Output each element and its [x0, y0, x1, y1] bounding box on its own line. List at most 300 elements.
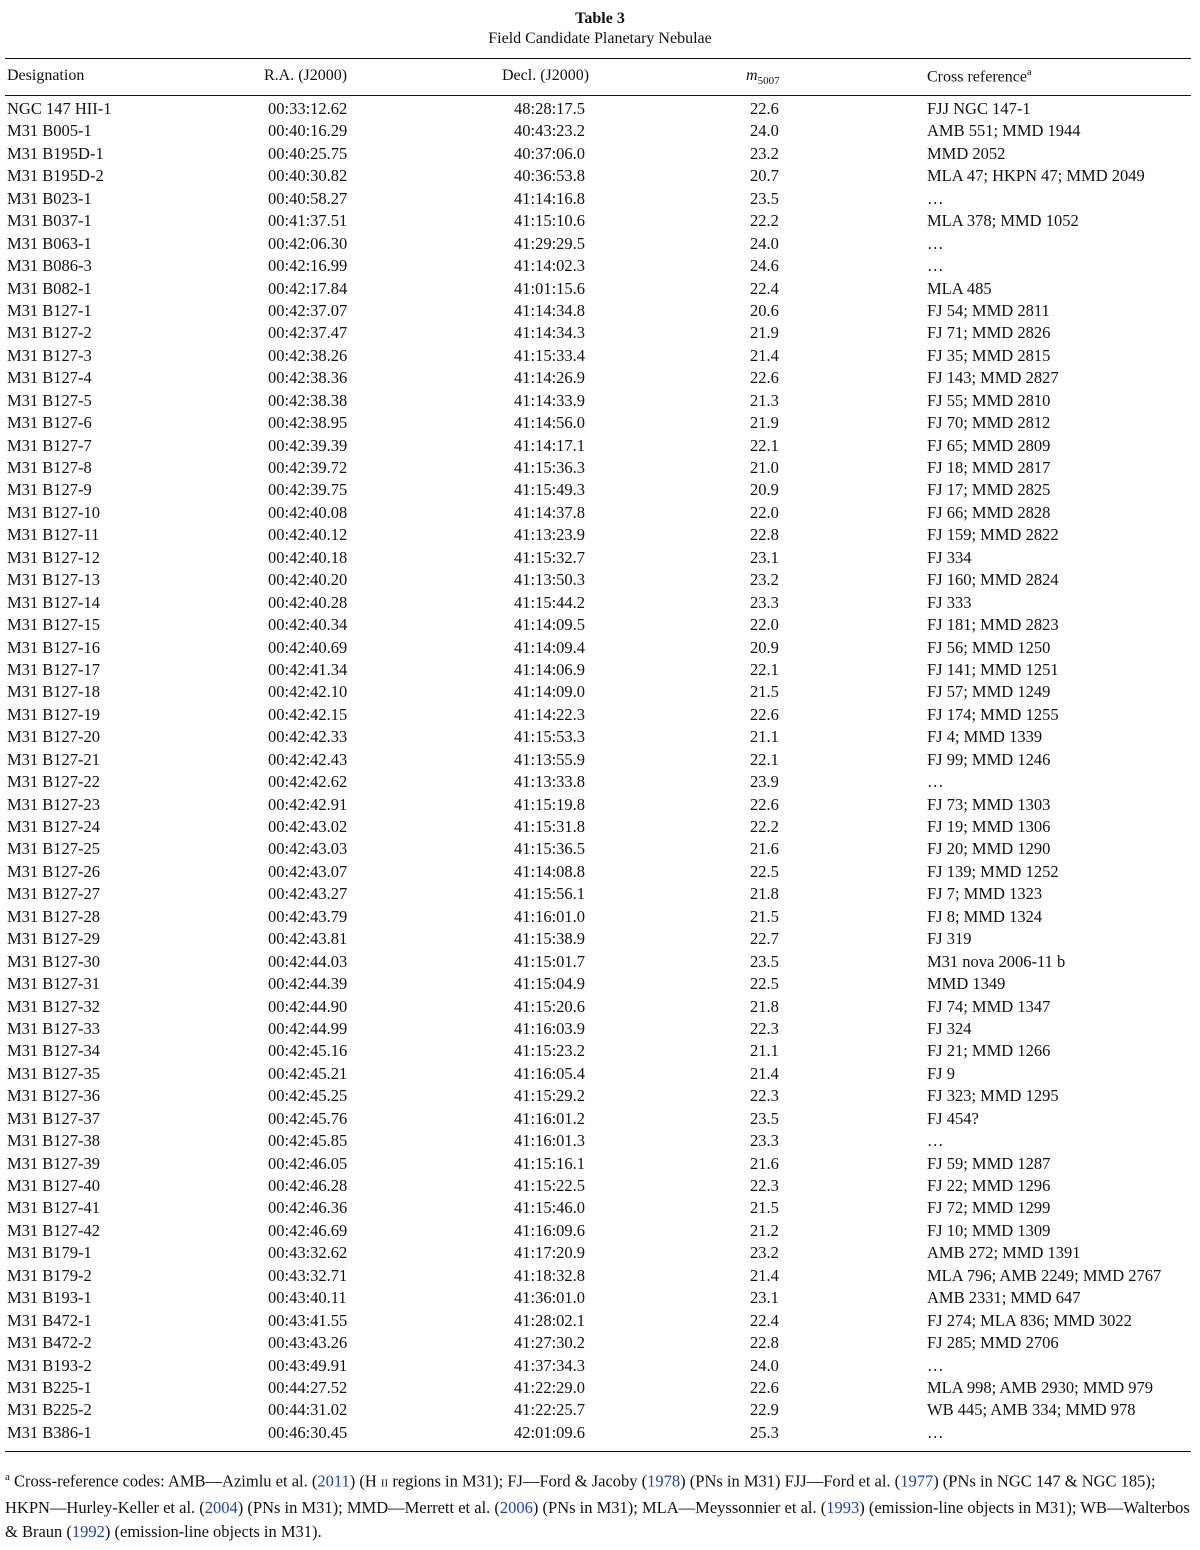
magnitude-cell: 21.9 [750, 413, 779, 433]
dec-cell: 41:15:36.5 [514, 839, 586, 859]
ra-cell: 00:42:45.21 [268, 1063, 348, 1083]
designation-cell: M31 B127-20 [7, 727, 101, 747]
magnitude-cell: 23.5 [750, 188, 779, 208]
table-row [0, 1377, 1200, 1399]
footnote-text-1: Cross-reference codes: AMB—Azimlu et al. ( [9, 1471, 318, 1491]
magnitude-cell: 21.1 [750, 727, 779, 747]
magnitude-cell: 21.9 [750, 323, 779, 343]
cross-reference-cell: FJJ NGC 147-1 [927, 99, 1031, 118]
dec-cell: 41:15:22.5 [514, 1176, 586, 1195]
dec-cell: 41:15:23.2 [514, 1041, 586, 1061]
ra-cell: 00:40:25.75 [268, 143, 348, 163]
table-row [0, 1063, 1200, 1085]
designation-cell: M31 B127-39 [7, 1153, 101, 1173]
magnitude-cell: 20.9 [750, 637, 779, 657]
table-row [0, 1197, 1200, 1219]
cross-reference-cell: MLA 47; HKPN 47; MMD 2049 [927, 166, 1145, 186]
dec-cell: 41:01:15.6 [514, 278, 586, 298]
table-row [0, 345, 1200, 367]
table-row [0, 322, 1200, 344]
designation-cell: M31 B127-28 [7, 906, 101, 926]
dec-cell: 41:14:17.1 [514, 435, 586, 455]
dec-cell: 42:01:09.6 [514, 1422, 586, 1442]
citation-link-ford-jacoby-1978[interactable]: 1978 [647, 1471, 681, 1491]
magnitude-cell: 22.8 [750, 525, 779, 545]
ra-cell: 00:42:43.27 [268, 884, 348, 904]
dec-cell: 41:36:01.0 [514, 1288, 586, 1308]
ra-cell: 00:42:39.75 [268, 480, 348, 500]
header-mag-subscript: 5007 [757, 75, 780, 88]
dec-cell: 41:14:16.8 [514, 188, 586, 208]
ra-cell: 00:40:30.82 [268, 166, 348, 186]
magnitude-cell: 22.8 [750, 1333, 779, 1353]
table-row [0, 457, 1200, 479]
magnitude-cell: 22.6 [750, 1377, 779, 1397]
magnitude-cell: 22.1 [750, 749, 779, 769]
citation-link-walterbos-braun-1992[interactable]: 1992 [71, 1521, 105, 1541]
cross-reference-cell: FJ 56; MMD 1250 [927, 637, 1051, 657]
ra-cell: 00:42:44.03 [268, 951, 348, 971]
dec-cell: 41:15:29.2 [514, 1086, 586, 1106]
dec-cell: 41:15:10.6 [514, 211, 586, 231]
magnitude-cell: 21.8 [750, 996, 779, 1016]
table-row [0, 1220, 1200, 1242]
magnitude-cell: 22.0 [750, 502, 779, 522]
ra-cell: 00:43:32.62 [268, 1243, 348, 1263]
table-row [0, 120, 1200, 142]
table-row [0, 1130, 1200, 1152]
designation-cell: M31 B127-16 [7, 637, 101, 657]
dec-cell: 48:28:17.5 [514, 99, 586, 118]
magnitude-cell: 24.0 [750, 233, 779, 253]
dec-cell: 41:15:36.3 [514, 458, 586, 477]
dec-cell: 41:14:02.3 [514, 256, 586, 276]
ra-cell: 00:40:16.29 [268, 121, 348, 141]
magnitude-cell: 21.5 [750, 682, 779, 702]
table-row [0, 524, 1200, 546]
ra-cell: 00:42:37.47 [268, 323, 348, 343]
magnitude-cell: 21.6 [750, 839, 779, 859]
magnitude-cell: 22.3 [750, 1086, 779, 1106]
magnitude-cell: 22.5 [750, 974, 779, 994]
designation-cell: M31 B127-17 [7, 659, 101, 679]
magnitude-cell: 20.6 [750, 300, 779, 320]
citation-link-ford-1977[interactable]: 1977 [900, 1471, 934, 1491]
table-row [0, 614, 1200, 636]
header-dec: Decl. (J2000) [502, 67, 590, 84]
cross-reference-cell: MLA 378; MMD 1052 [927, 211, 1079, 231]
cross-reference-cell: … [927, 233, 944, 253]
designation-cell: M31 B127-36 [7, 1086, 101, 1106]
designation-cell: M31 B127-22 [7, 772, 101, 792]
dec-cell: 41:16:05.4 [514, 1063, 586, 1083]
citation-link-meyssonnier-1993[interactable]: 1993 [826, 1498, 860, 1517]
cross-reference-cell: FJ 454? [927, 1108, 979, 1128]
designation-cell: M31 B127-31 [7, 974, 101, 994]
magnitude-cell: 22.1 [750, 659, 779, 679]
ra-cell: 00:42:46.69 [268, 1220, 348, 1240]
magnitude-cell: 22.5 [750, 861, 779, 881]
footnote-text-2: ) (H [349, 1471, 381, 1491]
ra-cell: 00:42:46.36 [268, 1198, 348, 1218]
ra-cell: 00:42:43.81 [268, 929, 348, 949]
magnitude-cell: 22.6 [750, 99, 779, 118]
dec-cell: 41:14:09.4 [514, 637, 586, 657]
designation-cell: M31 B472-1 [7, 1310, 92, 1330]
ra-cell: 00:42:46.28 [268, 1176, 348, 1195]
designation-cell: M31 B127-9 [7, 480, 92, 500]
magnitude-cell: 23.5 [750, 951, 779, 971]
table-row [0, 861, 1200, 883]
table-row [0, 1108, 1200, 1130]
ra-cell: 00:42:37.07 [268, 300, 348, 320]
designation-cell: M31 B127-24 [7, 817, 101, 836]
dec-cell: 41:22:25.7 [514, 1400, 586, 1420]
table-row [0, 210, 1200, 232]
magnitude-cell: 23.2 [750, 570, 779, 590]
magnitude-cell: 23.2 [750, 143, 779, 163]
magnitude-cell: 21.6 [750, 1153, 779, 1173]
table-row [0, 592, 1200, 614]
magnitude-cell: 23.1 [750, 1288, 779, 1308]
designation-cell: M31 B127-37 [7, 1108, 101, 1128]
table-row [0, 816, 1200, 838]
footnote-text-9: ) (emission-line objects in M31). [104, 1521, 322, 1541]
table-row [0, 188, 1200, 210]
table-row [0, 659, 1200, 681]
table-row [0, 435, 1200, 457]
table-row [0, 165, 1200, 187]
cross-reference-cell: FJ 4; MMD 1339 [927, 727, 1043, 747]
ra-cell: 00:42:42.10 [268, 682, 348, 702]
cross-reference-cell: MLA 796; AMB 2249; MMD 2767 [927, 1265, 1162, 1285]
designation-cell: M31 B127-3 [7, 345, 92, 365]
header-mag-symbol: m [746, 67, 758, 84]
designation-cell: M31 B386-1 [7, 1422, 92, 1442]
cross-reference-cell: MMD 2052 [927, 143, 1006, 163]
designation-cell: M31 B127-40 [7, 1176, 101, 1195]
designation-cell: M31 B127-18 [7, 682, 101, 702]
dec-cell: 41:14:37.8 [514, 502, 586, 522]
magnitude-cell: 21.4 [750, 1063, 779, 1083]
designation-cell: M31 B082-1 [7, 278, 92, 298]
dec-cell: 41:15:04.9 [514, 974, 586, 994]
magnitude-cell: 23.1 [750, 547, 779, 567]
designation-cell: M31 B472-2 [7, 1333, 92, 1353]
ra-cell: 00:42:43.79 [268, 906, 348, 926]
cross-reference-cell: FJ 8; MMD 1324 [927, 906, 1043, 926]
magnitude-cell: 25.3 [750, 1422, 779, 1442]
citation-link-hurley-keller-2004[interactable]: 2004 [204, 1498, 238, 1517]
cross-reference-cell: … [927, 1422, 944, 1442]
citation-link-azimlu-2011[interactable]: 2011 [317, 1471, 350, 1491]
designation-cell: M31 B127-1 [7, 300, 92, 320]
table-row [0, 637, 1200, 659]
dec-cell: 41:14:33.9 [514, 390, 586, 410]
magnitude-cell: 22.7 [750, 929, 779, 949]
designation-cell: M31 B005-1 [7, 121, 92, 141]
footnote-text-3: regions in M31); FJ—Ford & Jacoby ( [388, 1471, 648, 1491]
designation-cell: M31 B179-1 [7, 1243, 92, 1263]
ra-cell: 00:42:45.85 [268, 1131, 348, 1151]
footnote-text-5: ) (PNs in NGC 147 & NGC 185); HKPN—Hurley-Keller et al. ( [5, 1471, 1156, 1517]
dec-cell: 41:14:22.3 [514, 704, 586, 724]
dec-cell: 41:15:20.6 [514, 996, 586, 1016]
ra-cell: 00:42:40.12 [268, 525, 348, 545]
cross-reference-cell: FJ 17; MMD 2825 [927, 480, 1051, 500]
dec-cell: 41:29:29.5 [514, 233, 586, 253]
dec-cell: 41:13:23.9 [514, 525, 586, 545]
ra-cell: 00:41:37.51 [268, 211, 348, 231]
magnitude-cell: 22.4 [750, 1310, 779, 1330]
dec-cell: 41:17:20.9 [514, 1243, 586, 1263]
table-row [0, 794, 1200, 816]
cross-reference-cell: M31 nova 2006-11 b [927, 951, 1066, 971]
ra-cell: 00:42:38.38 [268, 390, 348, 410]
table-row [0, 479, 1200, 501]
designation-cell: M31 B127-7 [7, 435, 92, 455]
cross-reference-cell: FJ 141; MMD 1251 [927, 659, 1059, 679]
designation-cell: M31 B127-26 [7, 861, 101, 881]
table-row [0, 547, 1200, 569]
ra-cell: 00:46:30.45 [268, 1422, 348, 1442]
table-row [0, 1175, 1200, 1197]
cross-reference-cell: FJ 22; MMD 1296 [927, 1176, 1051, 1195]
footnote-text-8: ) (emission-line objects in M31); WB—Walterbos & Braun ( [5, 1498, 1190, 1541]
dec-cell: 41:15:31.8 [514, 817, 586, 836]
cross-reference-cell: FJ 9 [927, 1063, 955, 1083]
designation-cell: M31 B037-1 [7, 211, 92, 231]
ra-cell: 00:42:39.72 [268, 458, 348, 477]
cross-reference-cell: MMD 1349 [927, 974, 1006, 994]
designation-cell: M31 B127-13 [7, 570, 101, 590]
designation-cell: M31 B225-1 [7, 1377, 92, 1397]
ra-cell: 00:42:40.20 [268, 570, 348, 590]
table-row [0, 412, 1200, 434]
designation-cell: M31 B127-38 [7, 1131, 101, 1151]
ra-cell: 00:42:42.15 [268, 704, 348, 724]
table-footnote [5, 1466, 1195, 1543]
ra-cell: 00:42:42.62 [268, 772, 348, 792]
table-row [0, 255, 1200, 277]
magnitude-cell: 22.3 [750, 1176, 779, 1195]
cross-reference-cell: FJ 319 [927, 929, 972, 949]
designation-cell: M31 B127-35 [7, 1063, 101, 1083]
ra-cell: 00:42:43.02 [268, 817, 348, 836]
dec-cell: 41:15:16.1 [514, 1153, 586, 1173]
cross-reference-cell: FJ 57; MMD 1249 [927, 682, 1051, 702]
designation-cell: M31 B127-11 [7, 525, 100, 545]
cross-reference-cell: WB 445; AMB 334; MMD 978 [927, 1400, 1136, 1420]
cross-reference-cell: FJ 66; MMD 2828 [927, 502, 1051, 522]
footnote-marker: a [5, 1471, 10, 1483]
table-row [0, 1242, 1200, 1264]
header-xref-note-marker: a [1026, 67, 1032, 78]
ra-cell: 00:42:44.39 [268, 974, 348, 994]
table-row [0, 300, 1200, 322]
table-row [0, 1085, 1200, 1107]
header-rule [5, 95, 1191, 96]
ra-cell: 00:42:42.33 [268, 727, 348, 747]
table-row [0, 996, 1200, 1018]
cross-reference-cell: … [927, 772, 944, 792]
designation-cell: M31 B063-1 [7, 233, 92, 253]
dec-cell: 41:13:50.3 [514, 570, 586, 590]
cross-reference-cell: FJ 21; MMD 1266 [927, 1041, 1051, 1061]
dec-cell: 41:15:49.3 [514, 480, 586, 500]
designation-cell: M31 B195D-1 [7, 143, 104, 163]
ra-cell: 00:42:40.69 [268, 637, 348, 657]
cross-reference-cell: AMB 272; MMD 1391 [927, 1243, 1081, 1263]
ra-cell: 00:42:43.03 [268, 839, 348, 859]
table-row [0, 1355, 1200, 1377]
cross-reference-cell: FJ 143; MMD 2827 [927, 368, 1059, 388]
designation-cell: M31 B127-5 [7, 390, 92, 410]
magnitude-cell: 22.6 [750, 368, 779, 388]
magnitude-cell: 20.9 [750, 480, 779, 500]
cross-reference-cell: FJ 72; MMD 1299 [927, 1198, 1051, 1218]
cross-reference-cell: AMB 551; MMD 1944 [927, 121, 1081, 141]
dec-cell: 41:16:01.3 [514, 1131, 586, 1151]
designation-cell: M31 B127-10 [7, 502, 101, 522]
table-row [0, 502, 1200, 524]
dec-cell: 41:14:34.3 [514, 323, 586, 343]
dec-cell: 41:28:02.1 [514, 1310, 586, 1330]
dec-cell: 41:16:03.9 [514, 1018, 586, 1038]
designation-cell: M31 B127-12 [7, 547, 101, 567]
citation-link-merrett-2006[interactable]: 2006 [499, 1498, 533, 1517]
ra-cell: 00:43:43.26 [268, 1333, 348, 1353]
magnitude-cell: 21.0 [750, 458, 779, 477]
magnitude-cell: 22.3 [750, 1018, 779, 1038]
magnitude-cell: 22.1 [750, 435, 779, 455]
cross-reference-cell: AMB 2331; MMD 647 [927, 1288, 1081, 1308]
magnitude-cell: 23.3 [750, 1131, 779, 1151]
ra-cell: 00:42:40.08 [268, 502, 348, 522]
ra-cell: 00:42:38.36 [268, 368, 348, 388]
dec-cell: 41:15:01.7 [514, 951, 586, 971]
footnote-text-6: ) (PNs in M31); MMD—Merrett et al. ( [237, 1498, 500, 1517]
dec-cell: 41:15:44.2 [514, 592, 586, 612]
designation-cell: M31 B127-21 [7, 749, 101, 769]
cross-reference-cell: FJ 73; MMD 1303 [927, 794, 1051, 814]
cross-reference-cell: FJ 333 [927, 592, 972, 612]
magnitude-cell: 21.5 [750, 906, 779, 926]
ra-cell: 00:42:45.76 [268, 1108, 348, 1128]
cross-reference-cell: MLA 998; AMB 2930; MMD 979 [927, 1377, 1153, 1397]
cross-reference-cell: FJ 65; MMD 2809 [927, 435, 1051, 455]
table-number: Table 3 [575, 10, 625, 27]
header-ra: R.A. (J2000) [264, 67, 348, 84]
designation-cell: M31 B127-41 [7, 1198, 101, 1218]
designation-cell: M31 B127-4 [7, 368, 92, 388]
dec-cell: 41:15:56.1 [514, 884, 586, 904]
ra-cell: 00:42:45.25 [268, 1086, 348, 1106]
magnitude-cell: 21.4 [750, 345, 779, 365]
cross-reference-cell: FJ 181; MMD 2823 [927, 615, 1059, 635]
dec-cell: 41:22:29.0 [514, 1377, 586, 1397]
dec-cell: 41:15:38.9 [514, 929, 586, 949]
ra-cell: 00:42:40.18 [268, 547, 348, 567]
dec-cell: 40:36:53.8 [514, 166, 586, 186]
dec-cell: 41:15:19.8 [514, 794, 586, 814]
magnitude-cell: 22.0 [750, 615, 779, 635]
table-row [0, 681, 1200, 703]
designation-cell: M31 B127-14 [7, 592, 101, 612]
cross-reference-cell: FJ 10; MMD 1309 [927, 1220, 1051, 1240]
designation-cell: M31 B127-32 [7, 996, 101, 1016]
cross-reference-cell: … [927, 188, 944, 208]
table-row [0, 1422, 1200, 1444]
cross-reference-cell: FJ 59; MMD 1287 [927, 1153, 1051, 1173]
cross-reference-cell: FJ 323; MMD 1295 [927, 1086, 1059, 1106]
ra-cell: 00:42:42.91 [268, 794, 348, 814]
cross-reference-cell: FJ 70; MMD 2812 [927, 413, 1051, 433]
ra-cell: 00:42:06.30 [268, 233, 348, 253]
cross-reference-cell: FJ 74; MMD 1347 [927, 996, 1051, 1016]
designation-cell: M31 B179-2 [7, 1265, 92, 1285]
designation-cell: M31 B127-42 [7, 1220, 101, 1240]
dec-cell: 41:16:09.6 [514, 1220, 586, 1240]
magnitude-cell: 23.3 [750, 592, 779, 612]
magnitude-cell: 21.4 [750, 1265, 779, 1285]
designation-cell: M31 B127-25 [7, 839, 101, 859]
cross-reference-cell: FJ 18; MMD 2817 [927, 458, 1051, 477]
dec-cell: 41:14:26.9 [514, 368, 586, 388]
ra-cell: 00:42:46.05 [268, 1153, 348, 1173]
dec-cell: 41:27:30.2 [514, 1333, 586, 1353]
ra-cell: 00:42:38.95 [268, 413, 348, 433]
table-row [0, 1287, 1200, 1309]
cross-reference-cell: FJ 54; MMD 2811 [927, 300, 1050, 320]
table-row [0, 367, 1200, 389]
cross-reference-cell: FJ 334 [927, 547, 972, 567]
magnitude-cell: 21.5 [750, 1198, 779, 1218]
table-row [0, 1310, 1200, 1332]
cross-reference-cell: MLA 485 [927, 278, 992, 298]
table-row [0, 1399, 1200, 1421]
cross-reference-cell: FJ 160; MMD 2824 [927, 570, 1059, 590]
cross-reference-cell: FJ 99; MMD 1246 [927, 749, 1051, 769]
roman-numeral-ii: II [380, 1477, 389, 1490]
ra-cell: 00:42:40.28 [268, 592, 348, 612]
table-row [0, 233, 1200, 255]
cross-reference-cell: FJ 285; MMD 2706 [927, 1333, 1059, 1353]
table-body [0, 98, 1200, 1444]
ra-cell: 00:43:49.91 [268, 1355, 348, 1375]
dec-cell: 41:15:33.4 [514, 345, 586, 365]
designation-cell: M31 B127-15 [7, 615, 101, 635]
ra-cell: 00:40:58.27 [268, 188, 348, 208]
dec-cell: 41:14:09.5 [514, 615, 586, 635]
table-row [0, 98, 1200, 120]
ra-cell: 00:44:27.52 [268, 1377, 348, 1397]
top-rule [5, 58, 1191, 59]
table-row [0, 1018, 1200, 1040]
dec-cell: 41:15:32.7 [514, 547, 586, 567]
ra-cell: 00:42:42.43 [268, 749, 348, 769]
magnitude-cell: 23.2 [750, 1243, 779, 1263]
ra-cell: 00:33:12.62 [268, 99, 348, 118]
table-row [0, 928, 1200, 950]
table-row [0, 1153, 1200, 1175]
table-row [0, 278, 1200, 300]
dec-cell: 41:13:55.9 [514, 749, 586, 769]
magnitude-cell: 22.9 [750, 1400, 779, 1420]
table-row [0, 771, 1200, 793]
designation-cell: M31 B193-1 [7, 1288, 92, 1308]
ra-cell: 00:42:44.90 [268, 996, 348, 1016]
